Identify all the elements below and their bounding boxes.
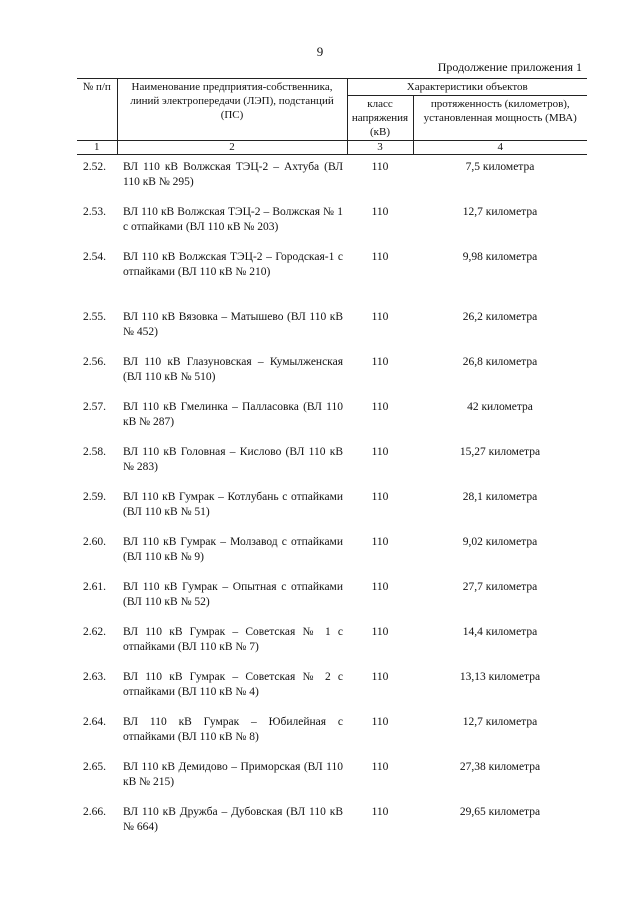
line-name: ВЛ 110 кВ Гмелинка – Палласовка (ВЛ 110 кВ № 287): [123, 400, 343, 428]
table-row: [77, 155, 587, 200]
voltage-class: 110: [371, 490, 389, 503]
table-row: [77, 200, 587, 245]
line-name: ВЛ 110 кВ Вязовка – Матышево (ВЛ 110 кВ № 452): [123, 310, 343, 338]
header-characteristics: Характеристики объектов: [347, 79, 587, 96]
line-length: 14,4 километра: [462, 625, 538, 638]
voltage-class: 110: [371, 400, 389, 413]
line-length: 12,7 километра: [462, 715, 538, 728]
line-name: ВЛ 110 кВ Головная – Кислово (ВЛ 110 кВ № 283): [123, 445, 343, 473]
voltage-class: 110: [371, 670, 389, 683]
line-name: ВЛ 110 кВ Демидово – Приморская (ВЛ 110 кВ № 215): [123, 760, 343, 788]
table-row: [77, 530, 587, 575]
line-name: ВЛ 110 кВ Гумрак – Опытная с отпайками (ВЛ 110 кВ № 52): [123, 580, 343, 608]
column-number: 4: [413, 141, 587, 155]
voltage-class: 110: [371, 805, 389, 818]
line-length: 28,1 километра: [462, 490, 538, 503]
voltage-class: 110: [371, 205, 389, 218]
row-number: 2.54.: [83, 250, 106, 263]
voltage-class: 110: [371, 250, 389, 263]
row-number: 2.56.: [83, 355, 106, 368]
table-row: [77, 395, 587, 440]
voltage-class: 110: [371, 445, 389, 458]
line-name: ВЛ 110 кВ Волжская ТЭЦ-2 – Волжская № 1 с отпайками (ВЛ 110 кВ № 203): [123, 205, 343, 233]
header-name: Наименование предприятия-собственника, линий электропередачи (ЛЭП), подстанций (ПС): [117, 79, 347, 141]
row-number: 2.58.: [83, 445, 106, 458]
continuation-label: Продолжение приложения 1: [437, 60, 582, 74]
row-number: 2.52.: [83, 161, 106, 173]
row-number: 2.61.: [83, 580, 106, 593]
line-length: 15,27 километра: [459, 445, 541, 458]
line-length: 26,2 километра: [462, 310, 538, 323]
line-length: 26,8 километра: [462, 355, 538, 368]
row-number: 2.59.: [83, 490, 106, 503]
voltage-class: 110: [371, 310, 389, 323]
row-number: 2.65.: [83, 760, 106, 773]
line-name: ВЛ 110 кВ Гумрак – Советская № 1 с отпайками (ВЛ 110 кВ № 7): [123, 625, 343, 653]
row-number: 2.62.: [83, 625, 106, 638]
voltage-class: 110: [371, 625, 389, 638]
line-length: 27,38 километра: [459, 760, 541, 773]
line-length: 9,02 километра: [462, 535, 538, 548]
table-row: [77, 245, 587, 305]
table-row: [77, 800, 587, 845]
line-length: 13,13 километра: [459, 670, 541, 683]
voltage-class: 110: [371, 580, 389, 593]
row-number: 2.60.: [83, 535, 106, 548]
line-length: 29,65 километра: [459, 805, 541, 818]
row-number: 2.63.: [83, 670, 106, 683]
line-length: 7,5 километра: [465, 161, 535, 173]
line-length: 27,7 километра: [462, 580, 538, 593]
table-row: [77, 485, 587, 530]
voltage-class: 110: [371, 715, 389, 728]
table-row: [77, 440, 587, 485]
table-row: [77, 575, 587, 620]
table-row: [77, 665, 587, 710]
line-length: 9,98 километра: [462, 250, 538, 263]
voltage-class: 110: [371, 355, 389, 368]
line-name: ВЛ 110 кВ Гумрак – Советская № 2 с отпайками (ВЛ 110 кВ № 4): [123, 670, 343, 698]
line-length: 12,7 километра: [462, 205, 538, 218]
line-length: 42 километра: [467, 400, 533, 413]
table-row: [77, 755, 587, 800]
line-name: ВЛ 110 кВ Гумрак – Юбилейная с отпайками (ВЛ 110 кВ № 8): [123, 715, 343, 743]
voltage-class: 110: [371, 161, 389, 173]
column-numbers-row: [77, 141, 587, 155]
row-number: 2.64.: [83, 715, 106, 728]
page-number: 9: [316, 44, 324, 59]
table-row: [77, 350, 587, 395]
line-name: ВЛ 110 кВ Волжская ТЭЦ-2 – Ахтуба (ВЛ 110 кВ № 295): [123, 161, 343, 188]
line-name: ВЛ 110 кВ Глазуновская – Кумылженская (ВЛ 110 кВ № 510): [123, 355, 343, 383]
line-name: ВЛ 110 кВ Гумрак – Котлубань с отпайками (ВЛ 110 кВ № 51): [123, 490, 343, 518]
voltage-class: 110: [371, 535, 389, 548]
line-name: ВЛ 110 кВ Волжская ТЭЦ-2 – Городская-1 с отпайками (ВЛ 110 кВ № 210): [123, 250, 343, 278]
table-row: [77, 305, 587, 350]
row-number: 2.53.: [83, 205, 106, 218]
header-voltage: класс напряжения (кВ): [347, 96, 413, 141]
table-body: [77, 155, 587, 845]
header-num: № п/п: [77, 79, 117, 141]
voltage-class: 110: [371, 760, 389, 773]
column-number: 2: [117, 141, 347, 155]
column-number: 1: [77, 141, 117, 155]
column-number: 3: [347, 141, 413, 155]
table-row: [77, 710, 587, 755]
table-row: [77, 620, 587, 665]
row-number: 2.57.: [83, 400, 106, 413]
line-name: ВЛ 110 кВ Дружба – Дубовская (ВЛ 110 кВ № 664): [123, 805, 343, 833]
objects-table: [77, 78, 587, 845]
header-length: протяженность (километров), установленная мощность (МВА): [423, 98, 577, 124]
row-number: 2.66.: [83, 805, 106, 818]
line-name: ВЛ 110 кВ Гумрак – Молзавод с отпайками (ВЛ 110 кВ № 9): [123, 535, 343, 563]
row-number: 2.55.: [83, 310, 106, 323]
